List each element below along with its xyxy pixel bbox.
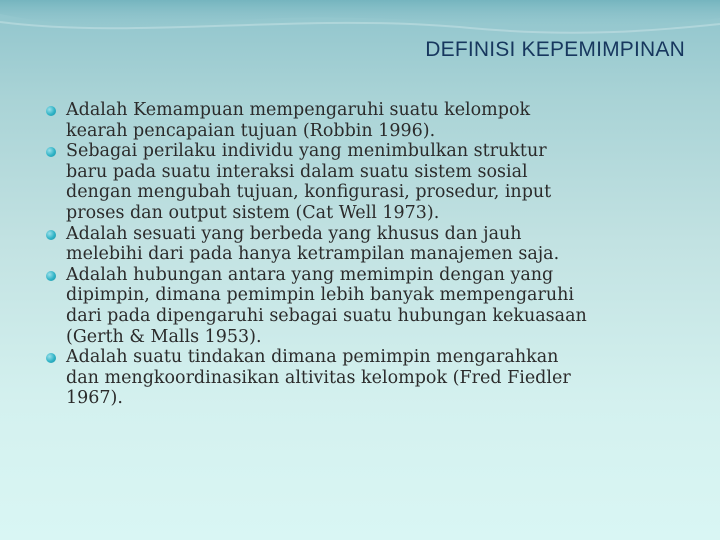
bullet-text-line: Adalah suatu tindakan dimana pemimpin mengarahkan (66, 347, 559, 368)
bullet-dot-icon (46, 106, 56, 116)
bullet-dot-icon (46, 230, 56, 240)
bullet-text-line: Adalah Kemampuan mempengaruhi suatu kelompok (66, 100, 531, 120)
bullet-text-line: melebihi dari pada hanya ketrampilan manajemen saja. (66, 244, 560, 265)
bullet-item (46, 265, 706, 347)
bullet-text-line: dari pada dipengaruhi sebagai suatu hubungan kekuasaan (66, 305, 587, 326)
bullet-text-line: Sebagai perilaku individu yang menimbulkan struktur (66, 141, 547, 162)
bullet-text-line: 1967). (66, 388, 123, 409)
bullet-text-line: Adalah hubungan antara yang memimpin dengan yang (66, 264, 554, 285)
bullet-dot-icon (46, 271, 56, 281)
bullet-item (46, 141, 706, 223)
bullet-dot-icon (46, 147, 56, 157)
bullet-item (46, 347, 706, 409)
slide-title: DEFINISI KEPEMIMPINAN (425, 38, 685, 61)
bullet-text-line: Adalah sesuati yang berbeda yang khusus dan jauh (66, 223, 522, 244)
bullet-text-line: proses dan output sistem (Cat Well 1973). (66, 202, 440, 223)
bullet-text-line: dengan mengubah tujuan, konfigurasi, prosedur, input (66, 182, 552, 203)
bullet-text-line: baru pada suatu interaksi dalam suatu sistem sosial (66, 161, 528, 182)
bullet-text-line: dipimpin, dimana pemimpin lebih banyak mempengaruhi (66, 285, 574, 306)
bullet-text-line: dan mengkoordinasikan altivitas kelompok (Fred Fiedler (66, 367, 571, 388)
bullet-item (46, 100, 706, 141)
bullet-text-line: kearah pencapaian tujuan (Robbin 1996). (66, 120, 436, 141)
bullet-text-line: (Gerth & Malls 1953). (66, 326, 262, 347)
bullet-item (46, 224, 706, 265)
bullet-dot-icon (46, 353, 56, 363)
bullet-list (46, 100, 706, 409)
